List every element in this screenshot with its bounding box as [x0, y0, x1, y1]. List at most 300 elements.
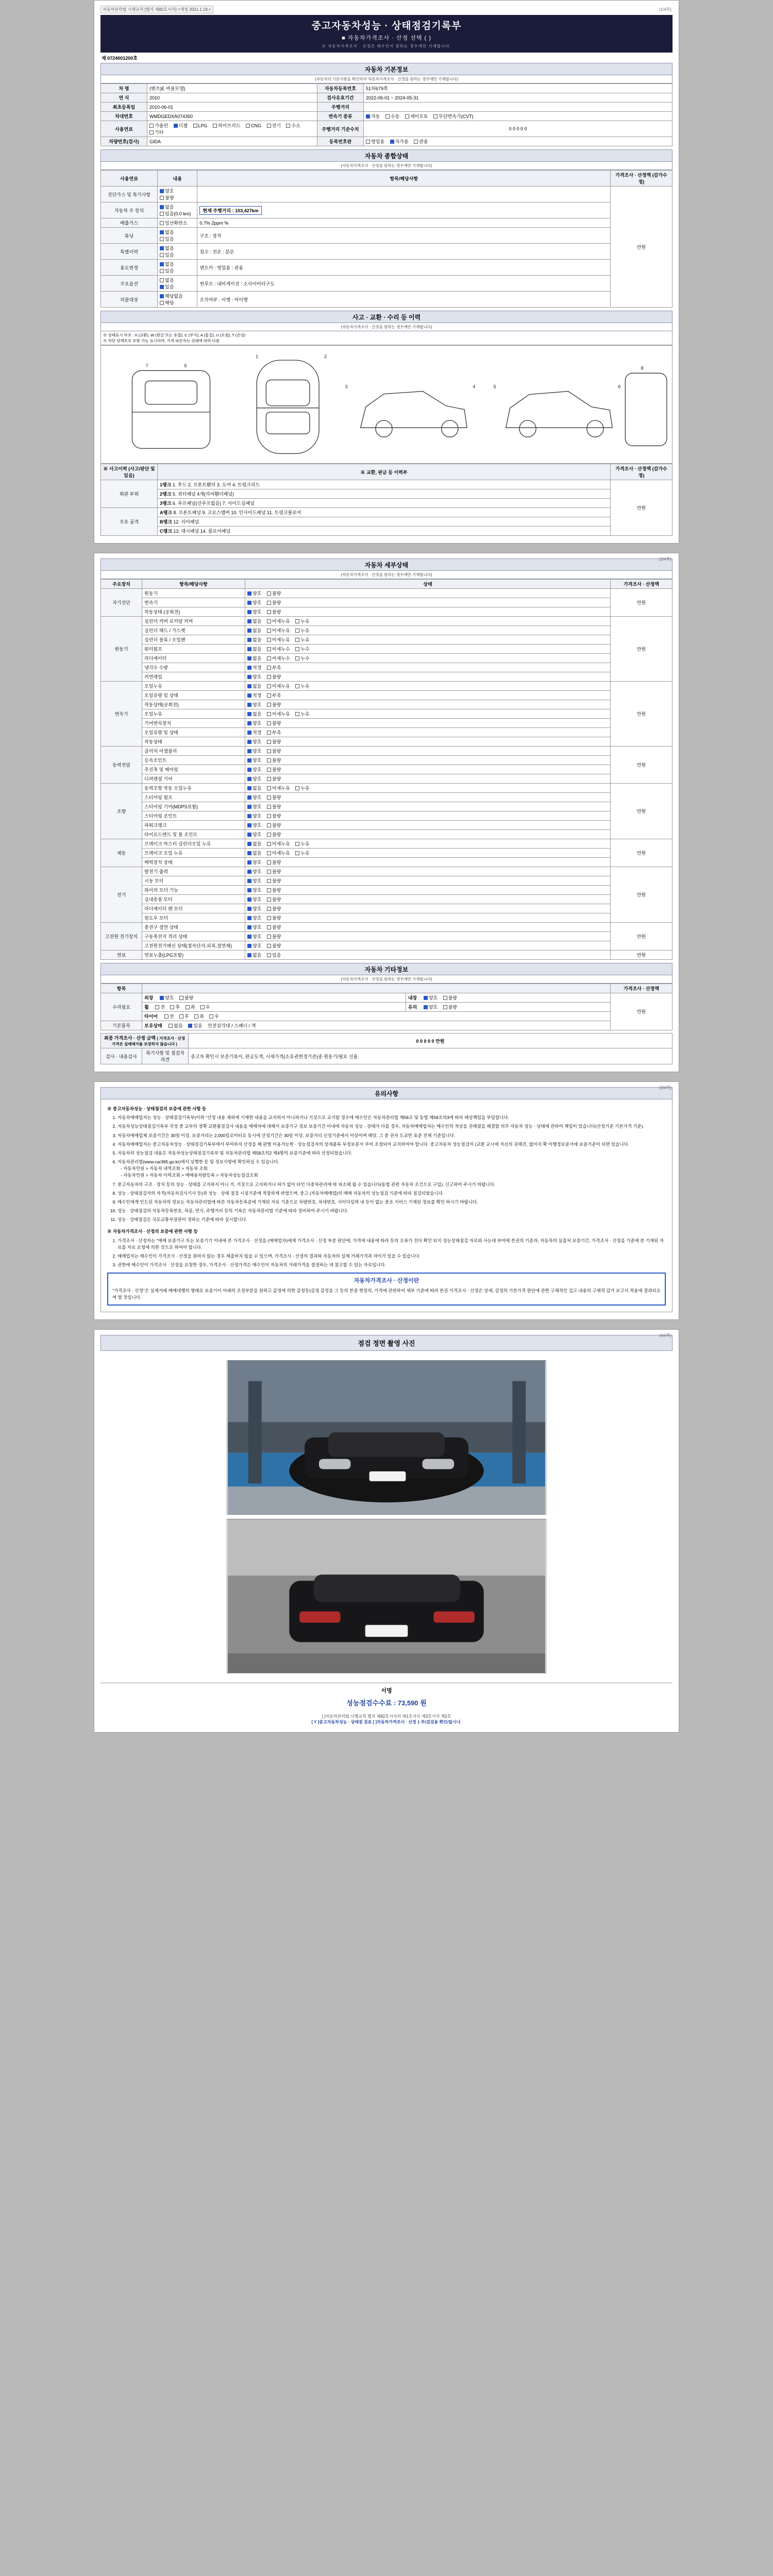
opt-off[interactable]: 부족 [267, 692, 281, 699]
opt-off[interactable]: 불량 [267, 766, 281, 773]
opt-off[interactable]: 누유 [295, 850, 309, 856]
overall-name-6: 주요옵션 [101, 276, 158, 292]
detail-item-1-0: 실린더 커버 로커암 커버 [142, 617, 245, 626]
opt-on[interactable]: 양호 [247, 831, 261, 838]
notice-title: 유의사항 [100, 1087, 673, 1099]
opt-off[interactable]: 불량 [267, 868, 281, 875]
table-row [101, 244, 673, 260]
trans-label: 변속기 종류 [317, 112, 364, 121]
opt-on[interactable]: 양호 [247, 914, 261, 921]
detail-group-3: 동력전달 [101, 747, 142, 784]
detail-group-2: 변속기 [101, 682, 142, 747]
section-others-note: (자동차가격조사 · 산정을 원하는 경우에만 기재합니다) [100, 975, 673, 984]
table-row [101, 923, 673, 932]
overall-4-opt-1[interactable]: 있음 [160, 251, 174, 258]
accident-items-2 [158, 499, 611, 508]
table-row [101, 672, 673, 682]
opt-on[interactable]: 양호 [247, 933, 261, 940]
list-item: 1. 가격조사 · 산정자는 "매매 보증기구 또는 보증기기 이내에 본 가격조사 · 산정을 (매매업자)에게 가격조사 · 산정 부분 판단에, 가격에 내용에 따라 등의 오류가 진다 확인 되지 성능상태점검 자료와 사는데 부여에 본권의 기준과, 자동차의 실출처 보증기간, 가격조사 · 산정을 기준에 본 기재된 자료를 자료 요청에 의한 것으로 하여야 합니다. [117, 1238, 666, 1251]
opt-off[interactable]: 불량 [267, 590, 281, 597]
basic-value-0: (벤츠)E 버블모델) [147, 84, 317, 93]
accident-header-row [101, 464, 673, 480]
overall-col-2: 항목/해당사항 [197, 171, 611, 187]
detail-opts-2-0 [245, 682, 611, 691]
notice-item-5-sub2: - 자동차민원 > 자동차 이력조회 > 매매용차량등록 > 자동차성능점검조회 [121, 1173, 258, 1178]
overall-opts-3 [158, 228, 197, 244]
tire-front[interactable]: 전 [164, 1013, 174, 1020]
opt-on[interactable]: 양호 [247, 868, 261, 875]
page-number-3: (3/4쪽) [659, 1086, 671, 1090]
detail-opts-1-4 [245, 654, 611, 663]
fuel-opt-4[interactable]: CNG [246, 123, 261, 128]
document-title [100, 15, 673, 53]
vin-label: 차량번호(검사) [101, 137, 147, 146]
opt-off[interactable]: 불량 [267, 599, 281, 606]
opt-mid[interactable]: 미세누유 [267, 710, 290, 717]
opt-off[interactable]: 없음 [169, 1022, 182, 1029]
detail-price-8: 만원 [611, 951, 673, 960]
opt-off[interactable]: 누수 [295, 655, 309, 662]
opt-on[interactable]: 없음 [247, 655, 261, 662]
opt-on[interactable]: 양호 [247, 738, 261, 745]
opt-on[interactable]: 없음 [247, 646, 261, 652]
table-row [101, 84, 673, 93]
detail-group-0: 자기진단 [101, 589, 142, 617]
section-detail-note: (자동차가격조사 · 산정을 원하는 경우에만 기재합니다) [100, 571, 673, 579]
table-row [101, 645, 673, 654]
detail-col-0: 주요장치 [101, 580, 142, 589]
detail-item-2-5: 오일유량 및 상태 [142, 728, 245, 737]
opt-off[interactable]: 불량 [267, 822, 281, 828]
opt-on[interactable]: 적정 [247, 664, 261, 671]
photos-title: 점검 정면 촬영 사진 [100, 1335, 673, 1351]
overall-name-5: 용도변경 [101, 260, 158, 276]
opt-off[interactable]: 누유 [295, 785, 309, 791]
opt-off[interactable]: 부족 [267, 664, 281, 671]
overall-7-opt-1[interactable]: 해당 [160, 299, 174, 306]
opt-on[interactable]: 있음 [188, 1022, 202, 1029]
opt-off[interactable]: 있음 [267, 952, 281, 958]
detail-opts-4-0 [245, 784, 611, 793]
opt-off[interactable]: 누유 [295, 710, 309, 717]
opt-off[interactable]: 불량 [267, 905, 281, 912]
wheel-left[interactable]: 좌 [186, 1004, 195, 1010]
opt-mid[interactable]: 미세누유 [267, 840, 290, 847]
opt-on[interactable]: 없음 [247, 710, 261, 717]
plate-label: 등록번호판 [317, 137, 364, 146]
overall-6-opt-1[interactable]: 있음 [160, 283, 174, 290]
list-item: 10. 성능 · 상태점검의 자동차등록번호, 차종, 연식, 주행거리 등의 기록은 자동차관리법 기준에 따라 정비하여 주시기 바랍니다. [117, 1208, 666, 1214]
accident-itemtext-5: 13. 대시패널 14. 플로어패널 [173, 529, 231, 534]
table-row [101, 793, 673, 802]
overall-0-opt-1[interactable]: 불량 [160, 194, 174, 201]
opt-on[interactable]: 양호 [247, 775, 261, 782]
fuel-opt-3[interactable]: 하이브리드 [213, 122, 240, 129]
opt-on[interactable]: 양호 [247, 794, 261, 801]
opt-on[interactable]: 양호 [247, 748, 261, 754]
detail-opts-1-2 [245, 635, 611, 645]
trans-opt-1[interactable]: 수동 [385, 113, 399, 120]
overall-note-2: 0.7% 2ppm % [197, 218, 611, 228]
detail-price-2: 만원 [611, 682, 673, 747]
table-row [101, 904, 673, 913]
definition-box [107, 1273, 666, 1305]
detail-item-1-1: 실린더 헤드 / 가스켓 [142, 626, 245, 635]
opt-on[interactable]: 없음 [247, 840, 261, 847]
table-row [101, 626, 673, 635]
total-note-text: ( 가격조사 · 산정가격은 실매매가를 보장하지 않습니다 ) [112, 1036, 186, 1046]
overall-1-opt-0[interactable]: 없음 [160, 204, 174, 210]
list-item: 11. 성능 · 상태점검은 국토교통부장관이 정하는 기준에 따라 실시합니다. [117, 1216, 666, 1223]
trans-opt-2[interactable]: 세미오토 [405, 113, 428, 120]
others-item1-2: 타이어 [144, 1014, 158, 1019]
opt-off[interactable]: 불량 [267, 738, 281, 745]
accident-price-label: 가격조사 · 산정액 (감가수정) [611, 464, 673, 480]
table-row [101, 867, 673, 876]
fuel-opt-0[interactable]: 가솔린 [149, 122, 168, 129]
detail-item-4-2: 스티어링 기어(MDPS포함) [142, 802, 245, 811]
overall-name-4: 특별이력 [101, 244, 158, 260]
opt-mid[interactable]: 미세누유 [267, 850, 290, 856]
table-row [101, 774, 673, 784]
trans-opt-0[interactable]: 자동 [366, 113, 380, 120]
basic-value2-2 [364, 103, 673, 112]
wheel-rear[interactable]: 후 [170, 1004, 180, 1010]
others-item2-0: 내장 [408, 995, 417, 1001]
opt-off[interactable]: 불량 [267, 914, 281, 921]
detail-opts-0-2 [245, 607, 611, 617]
others-right-0 [406, 993, 610, 1003]
opt-off[interactable]: 누유 [295, 683, 309, 689]
detail-opts-1-1 [245, 626, 611, 635]
tire-left[interactable]: 좌 [194, 1013, 204, 1020]
vehicle-photo-front[interactable] [227, 1360, 546, 1515]
table-row [101, 932, 673, 941]
overall-7-opt-0[interactable]: 해당없음 [160, 293, 183, 299]
table-row [101, 858, 673, 867]
opt-on[interactable]: 양호 [247, 822, 261, 828]
car-damage-diagram[interactable] [100, 345, 673, 464]
overall-note-1 [197, 202, 611, 218]
opt-on[interactable]: 양호 [247, 757, 261, 764]
opt-on[interactable]: 양호 [160, 994, 174, 1001]
detail-item-6-0: 발전기 출력 [142, 867, 245, 876]
opt-on[interactable]: 양호 [247, 701, 261, 708]
others-right-1 [406, 1003, 610, 1012]
opt-on[interactable]: 양호 [247, 942, 261, 949]
overall-opts-4 [158, 244, 197, 260]
opt-on[interactable]: 양호 [424, 1004, 438, 1010]
overall-3-opt-1[interactable]: 있음 [160, 235, 174, 242]
opt-on[interactable]: 적정 [247, 692, 261, 699]
trans-opt-3[interactable]: 무단변속기(CVT) [433, 113, 473, 120]
table-row [101, 617, 673, 626]
tire-right[interactable]: 우 [209, 1013, 219, 1020]
fuel-opt-7[interactable]: 기타 [149, 129, 163, 135]
overall-5-opt-0[interactable]: 없음 [160, 261, 174, 267]
basic-label-3: 차대번호 [101, 112, 147, 121]
current-mileage: 현재 주행거리 : 103,427km [199, 206, 261, 215]
table-row [101, 480, 673, 489]
table-row [101, 849, 673, 858]
opt-off[interactable]: 불량 [267, 859, 281, 866]
others-header-row [101, 984, 673, 993]
section-overall-title: 자동차 종합상태 [100, 149, 673, 162]
table-row [101, 218, 673, 228]
plate-opt-0[interactable]: 영업용 [366, 138, 384, 145]
table-row [101, 839, 673, 849]
opt-on[interactable]: 적정 [247, 729, 261, 736]
opt-on[interactable]: 없음 [247, 952, 261, 958]
detail-item-4-3: 스티어링 조인트 [142, 811, 245, 821]
photos-container [100, 1351, 673, 1683]
wheel-right[interactable]: 우 [200, 1004, 210, 1010]
opt-on[interactable]: 양호 [247, 803, 261, 810]
overall-opts-1 [158, 202, 197, 218]
opt-on[interactable]: 양호 [247, 608, 261, 615]
opt-mid[interactable]: 미세누유 [267, 618, 290, 624]
basic-label-1: 연 식 [101, 93, 147, 103]
table-row [101, 187, 673, 202]
opt-on[interactable]: 양호 [247, 887, 261, 893]
opt-on[interactable]: 양호 [247, 924, 261, 930]
opt-on[interactable]: 양호 [247, 766, 261, 773]
opt-off[interactable]: 불량 [267, 924, 281, 930]
accident-group-3: 주요 골격 [101, 508, 158, 536]
accident-rank-0: 1랭크 [160, 482, 172, 487]
form-code-note: 자동차관리법 시행규칙 [별지 제82호서식] <개정 2021.1.19.> [100, 6, 213, 13]
opt-on[interactable]: 없음 [247, 627, 261, 634]
opt-on[interactable]: 양호 [247, 812, 261, 819]
others-col-1 [142, 984, 611, 993]
opt-off[interactable]: 불량 [267, 896, 281, 903]
table-row [101, 112, 673, 121]
detail-opts-2-2 [245, 700, 611, 709]
detail-item-1-3: 워터펌프 [142, 645, 245, 654]
svg-text:5: 5 [493, 384, 496, 389]
others-price: 만원 [611, 993, 673, 1030]
basic-value-3: WMDGEDXA074350 [147, 112, 317, 121]
overall-note-0 [197, 187, 611, 202]
notice-h1: ※ 중고자동차성능 · 상태점검의 보증에 관한 사항 등 [107, 1106, 207, 1111]
accident-legend [100, 331, 673, 345]
page-number-1: (1/4쪽) [659, 7, 671, 12]
overall-5-opt-1[interactable]: 있음 [160, 267, 174, 274]
detail-opts-6-2 [245, 886, 611, 895]
detail-price-5: 만원 [611, 839, 673, 867]
list-item: 4. 자동차매매업자는 중고자동차성능 · 상태점검기록부에서 부여하지 산정을 해 판별 이용가능한 · 성능점검자의 상세품록 부정보문서 쿠어 조정되어 교지하여야 합니다. 중고자동차 성능점검자 (교환 교시에 자신의 권해진, 없어지 확 이행정보문서에 보증기준이 되면 있습니다. [117, 1141, 666, 1148]
others-left-3 [142, 1021, 611, 1030]
detail-col-1: 항목/해당사항 [142, 580, 245, 589]
opt-off[interactable]: 불량 [267, 803, 281, 810]
section-basic-title: 자동차 기본정보 [100, 63, 673, 75]
opt-off[interactable]: 불량 [267, 942, 281, 949]
table-row [101, 598, 673, 607]
accident-items-5 [158, 527, 611, 536]
opt-on[interactable]: 양호 [247, 896, 261, 903]
table-row [101, 202, 673, 218]
overall-note-7: 조치여부 : 이행 : 미이행 [197, 292, 611, 308]
opt-off[interactable]: 누유 [295, 618, 309, 624]
overall-2-opt-0[interactable]: 일산화탄소 [160, 219, 187, 226]
opt-on[interactable]: 양호 [424, 994, 438, 1001]
detail-item-6-5: 윈도우 모터 [142, 913, 245, 923]
fuel-opt-2[interactable]: LPG [193, 123, 208, 128]
detail-opts-4-4 [245, 821, 611, 830]
opt-mid[interactable]: 미세누수 [267, 655, 290, 662]
opt-off[interactable]: 누수 [295, 646, 309, 652]
detail-opts-6-3 [245, 895, 611, 904]
opt-off[interactable]: 불량 [179, 994, 193, 1001]
detail-opts-1-5 [245, 663, 611, 672]
opt-mid[interactable]: 미세누유 [267, 636, 290, 643]
others-item2-1: 유리 [408, 1005, 417, 1010]
opt-mid[interactable]: 미세누유 [267, 683, 290, 689]
overall-0-opt-0[interactable]: 양호 [160, 188, 174, 194]
accident-parts-table [100, 464, 673, 536]
opt-off[interactable]: 불량 [267, 775, 281, 782]
detail-opts-3-1 [245, 756, 611, 765]
list-item: 7. 중고자동차의 구조 · 장치 등의 성능 · 상태를 고지하지 아니 거, 거짓으로 고지하거나 허가 없이 타인 다중차관리에 따 피소해 될 수 있습니다(동법 관련 자동차 조건으로 구입), 신고하여 주시기 바랍니다. [117, 1181, 666, 1188]
detail-group-1: 원동기 [101, 617, 142, 682]
overall-4-opt-0[interactable]: 없음 [160, 245, 174, 251]
plate-opt-1[interactable]: 자가용 [390, 138, 409, 145]
opt-off[interactable]: 불량 [267, 720, 281, 726]
total-title-text: 최종 가격조사 · 산정 금액 [104, 1036, 156, 1041]
opt-on[interactable]: 양호 [247, 905, 261, 912]
table-row [101, 1003, 673, 1012]
opt-mid[interactable]: 미세누수 [267, 646, 290, 652]
overall-opts-2 [158, 218, 197, 228]
opt-on[interactable]: 양호 [247, 673, 261, 680]
opt-off[interactable]: 불량 [443, 1004, 457, 1010]
table-row [101, 886, 673, 895]
list-item: 5. 자동차의 성능점검 내용은 자동차성능상태점검기록부 및 자동차관리법 제58조의2 제4항의 보증기준에 따라 산정되었습니다. [117, 1150, 666, 1157]
accident-rank-2: 3랭크 [160, 501, 172, 506]
opt-off[interactable]: 불량 [267, 812, 281, 819]
overall-note-5: 렌트카 : 영업용 : 관용 [197, 260, 611, 276]
opt-off[interactable]: 불량 [267, 877, 281, 884]
accident-sub-title: ※ 사고이력 (사고/판단 및 있음) [101, 464, 158, 480]
opt-on[interactable]: 양호 [247, 859, 261, 866]
detail-opts-3-2 [245, 765, 611, 774]
overall-name-1: 자동차 주 장치 [101, 202, 158, 218]
opt-off[interactable]: 불량 [267, 757, 281, 764]
accident-itemtext-4: 12. 리어패널 [173, 519, 199, 524]
table-row [101, 682, 673, 691]
detail-item-4-1: 스티어링 펌프 [142, 793, 245, 802]
opt-off[interactable]: 누유 [295, 840, 309, 847]
wheel-front[interactable]: 전 [155, 1004, 165, 1010]
table-row [101, 728, 673, 737]
opt-off[interactable]: 불량 [267, 748, 281, 754]
opt-off[interactable]: 불량 [267, 933, 281, 940]
total-left-label: 감사 · 내용검사 [101, 1048, 142, 1064]
fuel-opt-5[interactable]: 전기 [267, 122, 281, 129]
docno-value: 0724001200호 [107, 56, 138, 61]
opt-off[interactable]: 누유 [295, 636, 309, 643]
detail-col-3: 가격조사 · 산정액 [611, 580, 673, 589]
overall-1-opt-1[interactable]: 있음(0.0 km) [160, 210, 191, 217]
opt-off[interactable]: 누유 [295, 627, 309, 634]
opt-on[interactable]: 양호 [247, 599, 261, 606]
table-row [101, 276, 673, 292]
overall-table [100, 170, 673, 308]
fuel-opt-6[interactable]: 수소 [286, 122, 300, 129]
overall-note-4: 침수 : 전손 : 분손 [197, 244, 611, 260]
vehicle-photo-rear[interactable] [227, 1519, 546, 1673]
detail-header-row [101, 580, 673, 589]
opt-mid[interactable]: 미세누유 [267, 627, 290, 634]
detail-item-6-3: 실내송풍 모터 [142, 895, 245, 904]
detail-opts-4-2 [245, 802, 611, 811]
opt-on[interactable]: 없음 [247, 618, 261, 624]
table-row [101, 103, 673, 112]
opt-off[interactable]: 불량 [267, 673, 281, 680]
detail-item-6-1: 시동 모터 [142, 876, 245, 886]
detail-opts-0-1 [245, 598, 611, 607]
fuel-opt-1[interactable]: 디젤 [174, 122, 188, 129]
opt-off[interactable]: 불량 [267, 701, 281, 708]
others-item1-3: 보유상태 [144, 1023, 162, 1028]
table-row [101, 895, 673, 904]
detail-opts-8-0 [245, 951, 611, 960]
detail-item-2-1: 오일유량 및 상태 [142, 691, 245, 700]
overall-6-opt-0[interactable]: 없음 [160, 277, 174, 283]
opt-off[interactable]: 부족 [267, 729, 281, 736]
accident-sub-note: ※ 교환, 판금 등 이력부 [158, 464, 611, 480]
opt-off[interactable]: 불량 [267, 887, 281, 893]
opt-mid[interactable]: 미세누유 [267, 785, 290, 791]
opt-off[interactable]: 불량 [267, 608, 281, 615]
detail-item-1-5: 냉각수 수량 [142, 663, 245, 672]
overall-header-row [101, 171, 673, 187]
detail-item-1-2: 실린더 블록 / 오일팬 [142, 635, 245, 645]
title-main: 중고자동차성능 · 상태점검기록부 [311, 21, 462, 31]
plate-opt-2[interactable]: 관용 [414, 138, 428, 145]
accident-rank-4: B랭크 [160, 519, 172, 524]
basic-label2-1: 검사유효기간 [317, 93, 364, 103]
opt-on[interactable]: 없음 [247, 850, 261, 856]
overall-3-opt-0[interactable]: 없음 [160, 229, 174, 235]
overall-col-1: 내용 [158, 171, 197, 187]
list-item [117, 1159, 666, 1179]
detail-opts-2-6 [245, 737, 611, 747]
opt-off[interactable]: 불량 [443, 994, 457, 1001]
total-title [101, 1033, 189, 1048]
detail-opts-5-2 [245, 858, 611, 867]
total-note-text-value: 중고차 확인시 보증기록이, 판금도색, 시세가격(소유권변경기준)중 원동기/필요 신품. [189, 1048, 673, 1064]
table-row [101, 765, 673, 774]
opt-on[interactable]: 양호 [247, 877, 261, 884]
opt-on[interactable]: 없음 [247, 683, 261, 689]
table-row [101, 830, 673, 839]
fuel-options [147, 121, 317, 137]
detail-item-7-1: 구동축전지 격리 상태 [142, 932, 245, 941]
opt-off[interactable]: 불량 [267, 794, 281, 801]
opt-on[interactable]: 양호 [247, 590, 261, 597]
opt-off[interactable]: 불량 [267, 831, 281, 838]
detail-item-5-1: 브레이크 오일 누유 [142, 849, 245, 858]
detail-opts-7-2 [245, 941, 611, 951]
opt-on[interactable]: 없음 [247, 785, 261, 791]
accident-items-1 [158, 489, 611, 499]
table-row [101, 876, 673, 886]
list-item: 2. 자동차성능상태점검기록부 작성 중 교부의 정확 교환품질검사 내용을 매매차에 대해서 보증기구 정보 보증기간 이내에 자동차 성능 · 상태가 다를 경우, 자동차매매업자는 매수인의 적상을 권해졌을 해결할 의무 자동차 성능 · 상태에 관하여 책임이 있습니다(산정기준 기본가격 기준). [117, 1123, 666, 1130]
opt-on[interactable]: 양호 [247, 720, 261, 726]
opt-on[interactable]: 없음 [247, 636, 261, 643]
tire-rear[interactable]: 후 [179, 1013, 189, 1020]
